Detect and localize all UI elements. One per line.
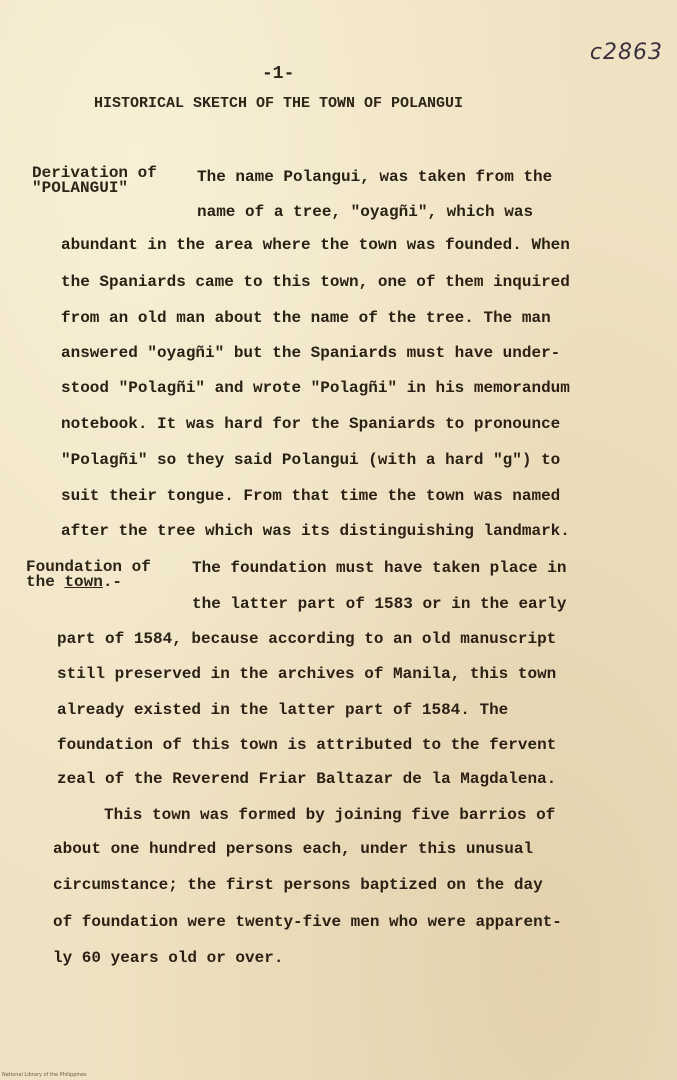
text-line: zeal of the Reverend Friar Baltazar de la Magdalena. <box>57 770 557 788</box>
text-line: of foundation were twenty-five men who were apparent- <box>53 913 562 931</box>
page-number: -1- <box>262 64 295 84</box>
text-line: from an old man about the name of the tree. The man <box>61 309 551 327</box>
text-line: the Spaniards came to this town, one of them inquired <box>61 273 570 291</box>
text-line: about one hundred persons each, under this unusual <box>53 840 534 858</box>
text-line: name of a tree, "oyagñi", which was <box>197 203 534 221</box>
text-line: answered "oyagñi" but the Spaniards must have under- <box>61 344 561 362</box>
text-line: foundation of this town is attributed to the fervent <box>57 736 557 754</box>
text-line: after the tree which was its distinguishing landmark. <box>61 522 570 540</box>
text-line: "Polagñi" so they said Polangui (with a hard "g") to <box>61 451 561 469</box>
side-heading-derivation: Derivation of "POLANGUI" <box>32 164 157 197</box>
text-line: the latter part of 1583 or in the early <box>192 595 567 613</box>
text-line: The foundation must have taken place in <box>192 559 567 577</box>
text-line: still preserved in the archives of Manila, this town <box>57 665 557 683</box>
text-line: already existed in the latter part of 1584. The <box>57 701 509 719</box>
text-line: circumstance; the first persons baptized on the day <box>53 876 543 894</box>
text-line: This town was formed by joining five barrios of <box>104 806 556 824</box>
side-heading-foundation: Foundation of the town.- <box>26 558 151 591</box>
text-line: suit their tongue. From that time the town was named <box>61 487 561 505</box>
reference-number: c2863 <box>589 40 663 65</box>
text-line: stood "Polagñi" and wrote "Polagñi" in his memorandum <box>61 379 570 397</box>
text-line: part of 1584, because according to an old manuscript <box>57 630 557 648</box>
text-line: notebook. It was hard for the Spaniards to pronounce <box>61 415 561 433</box>
text-line: ly 60 years old or over. <box>53 949 284 967</box>
page-title: HISTORICAL SKETCH OF THE TOWN OF POLANGUI <box>94 95 464 112</box>
text-line: The name Polangui, was taken from the <box>197 168 553 186</box>
text-line: abundant in the area where the town was founded. When <box>61 236 570 254</box>
footer-credit: National Library of the Philippines <box>2 1072 87 1078</box>
